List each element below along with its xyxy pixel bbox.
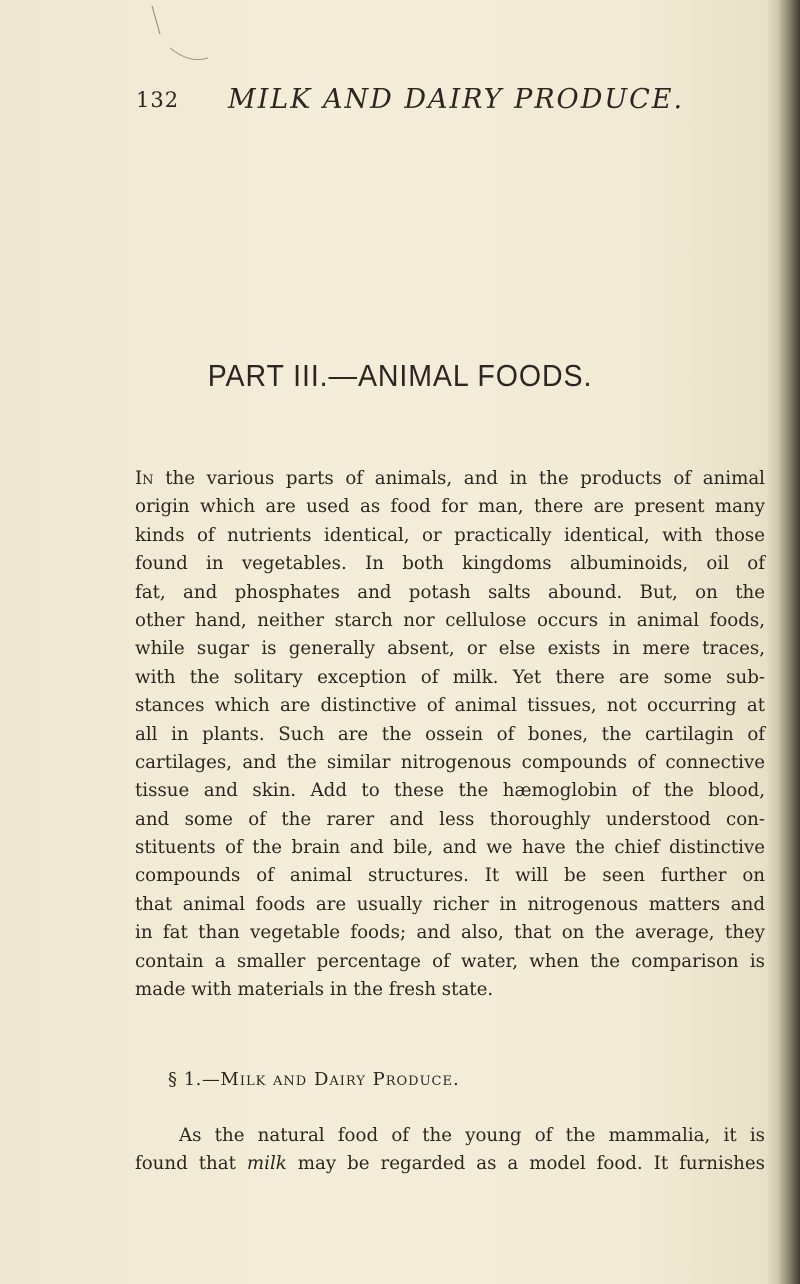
paragraph-line: all in plants. Such are the ossein of bones, the cartilagin of xyxy=(135,723,765,745)
book-gutter-shadow xyxy=(766,0,800,1284)
section-heading xyxy=(168,1069,460,1090)
pencil-mark-decoration xyxy=(150,4,210,64)
paragraph-line: contain a smaller percentage of water, when the comparison is xyxy=(135,950,765,972)
paragraph-line: As the natural food of the young of the mammalia, it is xyxy=(179,1125,765,1146)
page-number: 132 xyxy=(136,88,180,112)
running-title: MILK AND DAIRY PRODUCE. xyxy=(228,84,685,115)
paragraph-line: origin which are used as food for man, there are present many xyxy=(135,496,765,518)
paragraph-line: kinds of nutrients identical, or practically identical, with those xyxy=(135,524,765,546)
paragraph-2 xyxy=(135,1122,765,1179)
paragraph-line: that animal foods are usually richer in nitrogenous matters and xyxy=(135,893,765,915)
paragraph-line: found in vegetables. In both kingdoms albuminoids, oil of xyxy=(135,553,765,575)
paragraph-line: made with materials in the fresh state. xyxy=(135,979,494,1001)
paragraph-1 xyxy=(135,465,765,1004)
paragraph-line: found that milk may be regarded as a model food. It furnishes xyxy=(135,1153,765,1175)
paragraph-line: cartilages, and the similar nitrogenous compounds of connective xyxy=(135,751,765,773)
lead-in-word: In xyxy=(135,468,154,489)
section-title: Milk and Dairy Produce. xyxy=(220,1069,460,1090)
paragraph-line: compounds of animal structures. It will be seen further on xyxy=(135,865,765,887)
italic-word: milk xyxy=(246,1153,287,1175)
paragraph-line: stances which are distinctive of animal tissues, not occurring at xyxy=(135,695,765,717)
paragraph-line: tissue and skin. Add to these the hæmoglobin of the blood, xyxy=(135,780,765,802)
section-mark: § 1.— xyxy=(168,1069,221,1090)
paragraph-line: in fat than vegetable foods; and also, that on the average, they xyxy=(135,922,765,944)
paragraph-line: other hand, neither starch nor cellulose occurs in animal foods, xyxy=(135,609,765,631)
paragraph-line: while sugar is generally absent, or else exists in mere traces, xyxy=(135,638,765,660)
paragraph-line: stituents of the brain and bile, and we have the chief distinctive xyxy=(135,837,765,859)
paragraph-line: and some of the rarer and less thoroughly understood con- xyxy=(135,808,765,830)
paragraph-line: In the various parts of animals, and in the products of animal xyxy=(135,468,765,489)
running-head xyxy=(0,84,800,124)
part-title: PART III.—ANIMAL FOODS. xyxy=(207,358,593,393)
paragraph-line: fat, and phosphates and potash salts abound. But, on the xyxy=(135,581,765,603)
paragraph-line: with the solitary exception of milk. Yet there are some sub- xyxy=(135,666,765,688)
